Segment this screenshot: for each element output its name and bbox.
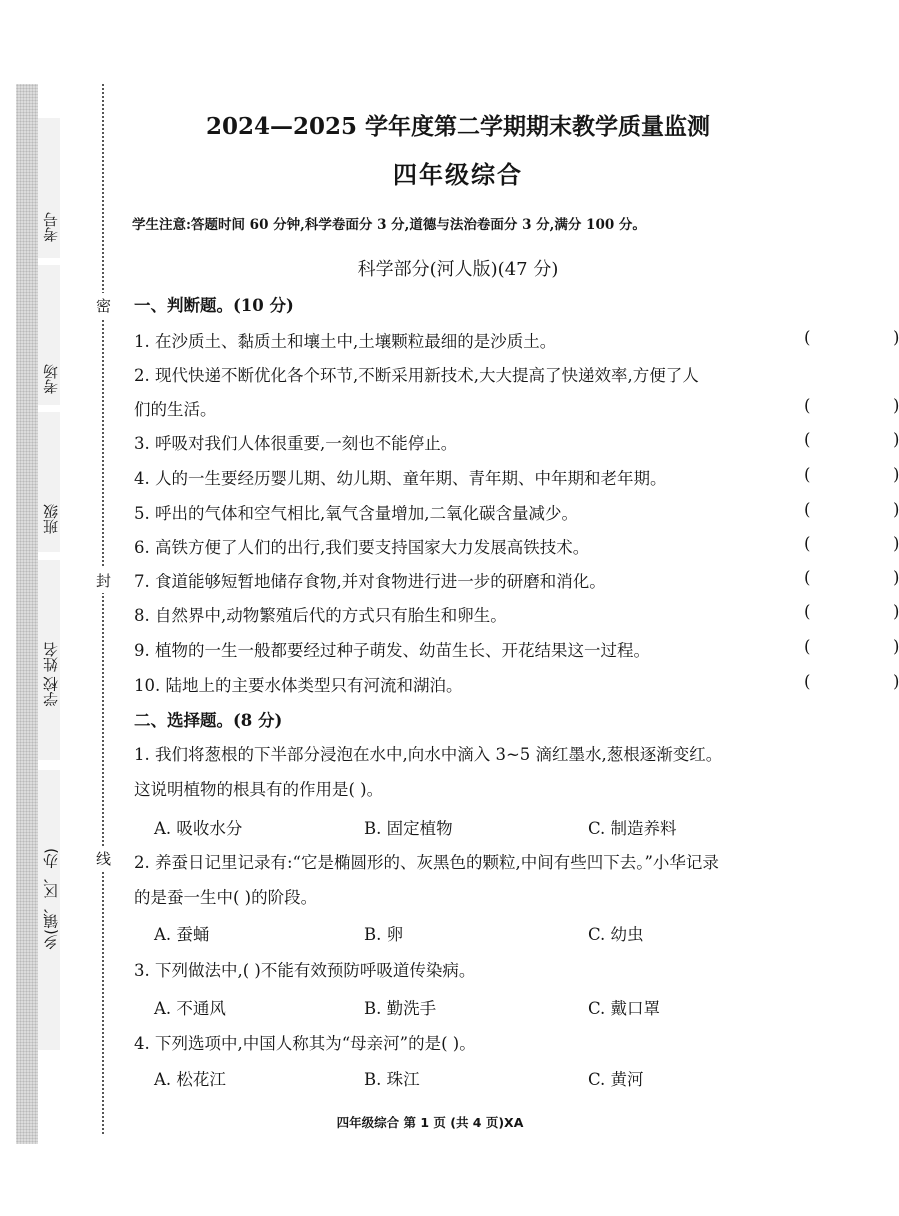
choice-q3-option-c: C. 戴口罩	[588, 999, 661, 1018]
judge-item-6: 6. 高铁方便了人们的出行,我们要支持国家大力发展高铁技术。	[134, 538, 590, 557]
choice-q1-line2: 这说明植物的根具有的作用是( )。	[134, 780, 384, 799]
answer-paren-close: )	[893, 430, 899, 449]
answer-paren-close: )	[893, 672, 899, 691]
student-notice	[132, 213, 646, 233]
choice-q2-option-a: A. 蚕蛹	[154, 925, 210, 944]
answer-paren-close: )	[893, 465, 899, 484]
field-exam-number: 考号	[42, 212, 60, 242]
answer-paren-open: (	[804, 637, 811, 656]
choice-q2-line2: 的是蚕一生中( )的阶段。	[134, 888, 318, 907]
answer-paren-open: (	[804, 672, 811, 691]
judge-item-5: 5. 呼出的气体和空气相比,氧气含量增加,二氧化碳含量减少。	[134, 504, 578, 523]
answer-paren-close: )	[893, 568, 899, 587]
field-exam-room: 考场	[42, 364, 60, 394]
choice-q2-line1: 2. 养蚕日记里记录有:“它是椭圆形的、灰黑色的颗粒,中间有些凹下去。”小华记录	[134, 853, 719, 872]
choice-q1-option-a: A. 吸收水分	[154, 819, 243, 838]
seal-char-xian: 线	[96, 846, 111, 871]
choice-q3-option-a: A. 不通风	[154, 999, 226, 1018]
answer-paren-open: (	[804, 602, 811, 621]
page-footer: 四年级综合 第 1 页 (共 4 页)XA	[336, 1115, 524, 1130]
section2-heading: 二、选择题。(8 分)	[134, 711, 283, 730]
field-township: 乡(镇、区、办)	[42, 848, 60, 950]
choice-q3-line1: 3. 下列做法中,( )不能有效预防呼吸道传染病。	[134, 961, 476, 980]
choice-q2-option-c: C. 幼虫	[588, 925, 644, 944]
answer-paren-close: )	[893, 396, 899, 415]
answer-paren-close: )	[893, 500, 899, 519]
seal-char-mi: 密	[96, 293, 111, 318]
judge-item-10: 10. 陆地上的主要水体类型只有河流和湖泊。	[134, 676, 463, 695]
choice-q4-option-b: B. 珠江	[364, 1070, 420, 1089]
answer-paren-open: (	[804, 500, 811, 519]
judge-item-7: 7. 食道能够短暂地储存食物,并对食物进行进一步的研磨和消化。	[134, 572, 606, 591]
judge-item-2-cont: 们的生活。	[134, 400, 217, 419]
answer-paren-close: )	[893, 602, 899, 621]
answer-paren-open: (	[804, 534, 811, 553]
choice-q1-option-c: C. 制造养料	[588, 819, 677, 838]
judge-item-9: 9. 植物的一生一般都要经过种子萌发、幼苗生长、开花结果这一过程。	[134, 641, 650, 660]
section1-heading: 一、判断题。(10 分)	[134, 296, 294, 315]
judge-item-1: 1. 在沙质土、黏质土和壤土中,土壤颗粒最细的是沙质土。	[134, 332, 557, 351]
answer-paren-close: )	[893, 637, 899, 656]
binding-strip	[16, 84, 38, 1144]
judge-item-2: 2. 现代快递不断优化各个环节,不断采用新技术,大大提高了快递效率,方便了人	[134, 366, 699, 385]
notice-text: 答题时间 60 分钟,科学卷面分 3 分,道德与法治卷面分 3 分,满分 100 分。	[190, 217, 646, 233]
choice-q3-option-b: B. 勤洗手	[364, 999, 437, 1018]
choice-q1-option-b: B. 固定植物	[364, 819, 453, 838]
exam-title: 2024—2025 学年度第二学期期末教学质量监测	[205, 113, 711, 140]
judge-item-4: 4. 人的一生要经历婴儿期、幼儿期、童年期、青年期、中年期和老年期。	[134, 469, 667, 488]
judge-item-3: 3. 呼吸对我们人体很重要,一刻也不能停止。	[134, 434, 458, 453]
exam-subtitle: 四年级综合	[393, 160, 523, 189]
choice-q4-option-a: A. 松花江	[154, 1070, 226, 1089]
part-title: 科学部分(河人版)(47 分)	[357, 259, 559, 280]
answer-paren-open: (	[804, 465, 811, 484]
answer-paren-close: )	[893, 328, 899, 347]
seal-dotted-line	[102, 84, 104, 1134]
field-class: 班级	[42, 504, 60, 534]
answer-paren-open: (	[804, 430, 811, 449]
answer-paren-open: (	[804, 568, 811, 587]
notice-label: 学生注意:	[132, 217, 191, 233]
choice-q1-line1: 1. 我们将葱根的下半部分浸泡在水中,向水中滴入 3~5 滴红墨水,葱根逐渐变红。	[134, 745, 723, 764]
seal-char-feng: 封	[96, 568, 111, 593]
answer-paren-close: )	[893, 534, 899, 553]
judge-item-8: 8. 自然界中,动物繁殖后代的方式只有胎生和卵生。	[134, 606, 507, 625]
choice-q4-line1: 4. 下列选项中,中国人称其为“母亲河”的是( )。	[134, 1034, 476, 1053]
field-school-name: 学校 姓名	[42, 642, 60, 707]
choice-q2-option-b: B. 卵	[364, 925, 404, 944]
choice-q4-option-c: C. 黄河	[588, 1070, 644, 1089]
answer-paren-open: (	[804, 328, 811, 347]
answer-paren-open: (	[804, 396, 811, 415]
